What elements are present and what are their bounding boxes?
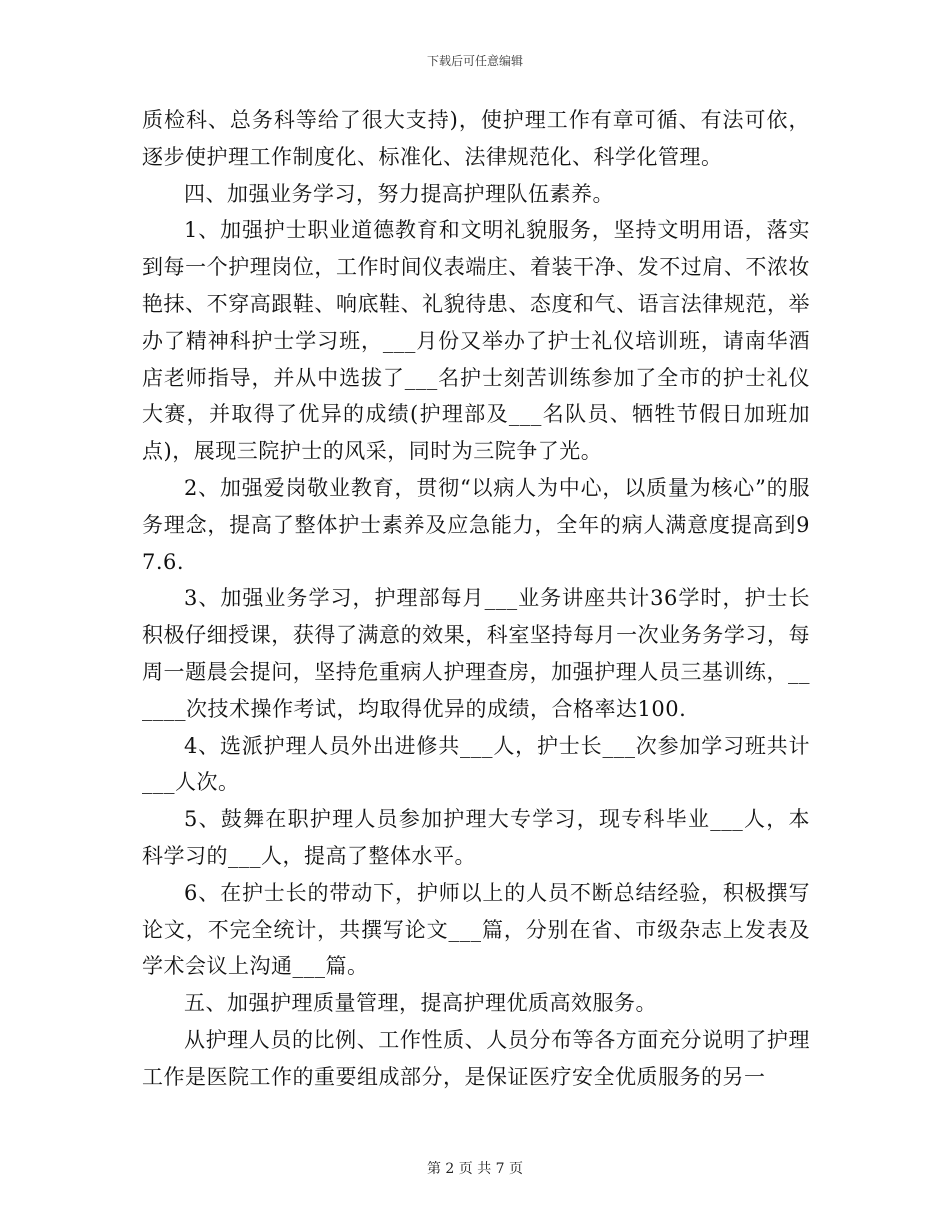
page-number-footer: 第 2 页 共 7 页 <box>426 1161 524 1177</box>
section-heading-five: 五、加强护理质量管理，提高护理优质高效服务。 <box>184 991 657 1016</box>
paragraph-item-4: 4、选派护理人员外出进修共___人，护士长___次参加学习班共计___人次。 <box>142 733 810 795</box>
page-header: 下载后可任意编辑 <box>426 54 523 68</box>
paragraph-item-3: 3、加强业务学习，护理部每月___业务讲座共计36学时，护士长积极仔细授课，获得了满意的效果，科室坚持每月一次业务务学习，每周一题晨会提问，坚持危重病人护理查房，加强护理人员三基训练，______次技术操作考试，均取得优异的成绩，合格率达100. <box>142 586 810 721</box>
paragraph-item-1: 1、加强护士职业道德教育和文明礼貌服务，坚持文明用语，落实到每一个护理岗位，工作时间仪表端庄、着装干净、发不过肩、不浓妆艳抹、不穿高跟鞋、响底鞋、礼貌待患、态度和气、语言法律规范，举办了精神科护士学习班，___月份又举办了护士礼仪培训班，请南华酒店老师指导，并从中选拔了___名护士刻苦训练参加了全市的护士礼仪大赛，并取得了优异的成绩(护理部及___名队员、牺牲节假日加班加点)，展现三院护士的风采，同时为三院争了光。 <box>142 218 810 464</box>
paragraph-item-2: 2、加强爱岗敬业教育，贯彻“以病人为中心，以质量为核心”的服务理念，提高了整体护士素养及应急能力，全年的病人满意度提高到97.6. <box>142 475 810 574</box>
paragraph-continuation: 质检科、总务科等给了很大支持)，使护理工作有章可循、有法可依，逐步使护理工作制度化、标准化、法律规范化、科学化管理。 <box>142 108 810 169</box>
document-body <box>142 102 810 1096</box>
paragraph-section-five: 从护理人员的比例、工作性质、人员分布等各方面充分说明了护理工作是医院工作的重要组成部分，是保证医疗安全优质服务的另一 <box>142 1027 810 1089</box>
paragraph-item-6: 6、在护士长的带动下，护师以上的人员不断总结经验，积极撰写论文，不完全统计，共撰写论文___篇，分别在省、市级杂志上发表及学术会议上沟通___篇。 <box>142 880 810 979</box>
section-heading-four: 四、加强业务学习，努力提高护理队伍素养。 <box>184 181 614 206</box>
paragraph-item-5: 5、鼓舞在职护理人员参加护理大专学习，现专科毕业___人，本科学习的___人，提高了整体水平。 <box>142 807 810 868</box>
